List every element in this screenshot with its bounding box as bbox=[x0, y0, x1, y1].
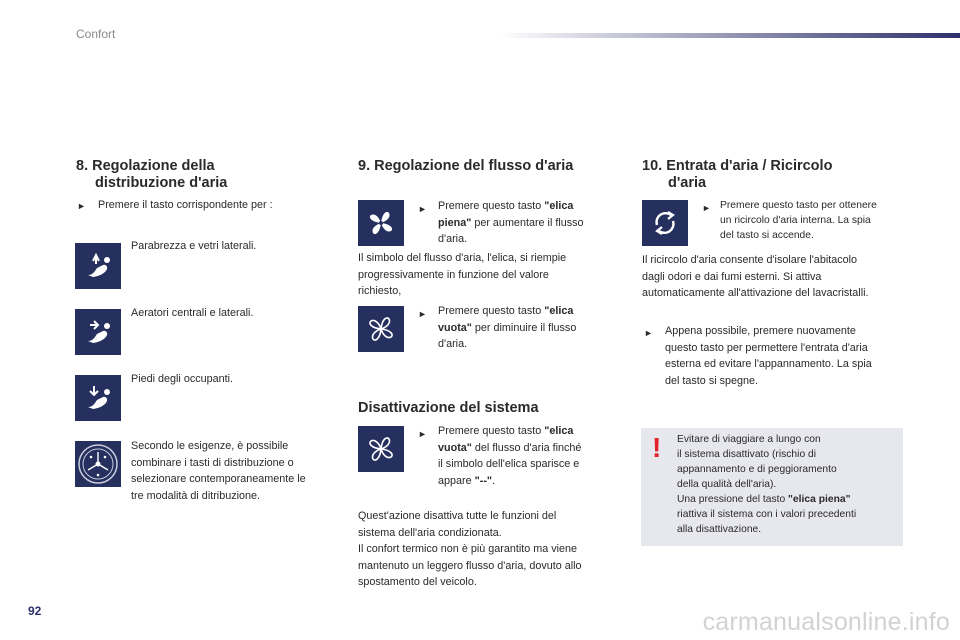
warning-line: il sistema disattivato (rischio di bbox=[677, 449, 817, 460]
fan-empty-icon bbox=[358, 426, 404, 472]
step-line: Appena possibile, premere nuovamente bbox=[665, 325, 856, 337]
dial-description bbox=[131, 438, 306, 504]
page-number: 92 bbox=[28, 604, 42, 618]
step-bold: piena" bbox=[438, 216, 472, 229]
heading-number: 8. bbox=[76, 158, 89, 174]
heading-text-line2: distribuzione d'aria bbox=[95, 175, 228, 191]
step-text: del flusso d'aria finché bbox=[471, 441, 582, 454]
step-text: per diminuire il flusso bbox=[471, 321, 577, 334]
step-bold: vuota" bbox=[438, 441, 472, 454]
distribution-dial-icon bbox=[75, 441, 121, 487]
paragraph-line: Quest'azione disattiva tutte le funzioni del bbox=[358, 510, 557, 522]
feet-airflow-icon bbox=[75, 375, 121, 421]
fan-full-icon bbox=[358, 200, 404, 246]
airflow-paragraph bbox=[358, 250, 566, 300]
heading-text: Regolazione del flusso d'aria bbox=[374, 158, 574, 174]
warning-text-part: Una pressione del tasto bbox=[677, 494, 789, 505]
step-recirculation bbox=[720, 198, 877, 243]
bullet-icon: ► bbox=[418, 204, 427, 214]
dial-line: selezionare contemporaneamente le bbox=[131, 473, 306, 485]
bullet-icon: ► bbox=[418, 429, 427, 439]
section-title: Confort bbox=[76, 27, 116, 41]
warning-text bbox=[677, 432, 903, 537]
heading-recirculation bbox=[642, 158, 832, 192]
step-text: d'aria. bbox=[438, 233, 468, 245]
bullet-icon: ► bbox=[77, 201, 86, 211]
step-text: Premere questo tasto bbox=[438, 200, 545, 212]
warning-bold: "elica piena" bbox=[788, 494, 851, 505]
heading-text-line1: Regolazione della bbox=[92, 158, 215, 174]
paragraph-line: mantenuto un leggero flusso d'aria, dovuto allo bbox=[358, 559, 582, 572]
step-line: esterna ed evitare l'appannamento. La spia bbox=[665, 358, 872, 370]
step-bold: vuota" bbox=[438, 321, 472, 334]
heading-number: 10. bbox=[642, 158, 663, 174]
dial-line: combinare i tasti di distribuzione o bbox=[131, 456, 294, 469]
step-text: d'aria. bbox=[438, 338, 468, 350]
step-text: Premere questo tasto bbox=[438, 425, 545, 437]
step-air-intake bbox=[665, 323, 872, 389]
step-line: del tasto si accende. bbox=[720, 230, 814, 241]
step-line: Premere questo tasto per ottenere bbox=[720, 200, 877, 211]
warning-line: della qualità dell'aria). bbox=[677, 479, 777, 490]
step-text: appare bbox=[438, 474, 475, 487]
fan-empty-icon bbox=[358, 306, 404, 352]
header-rule bbox=[498, 33, 960, 38]
step-fan-empty bbox=[438, 303, 623, 353]
step-line: questo tasto per permettere l'entrata d'aria bbox=[665, 341, 868, 354]
step-deactivate bbox=[438, 423, 623, 489]
step-text: . bbox=[492, 474, 496, 487]
heading-text-line2: d'aria bbox=[668, 175, 707, 191]
heading-airflow bbox=[358, 158, 573, 175]
dial-line: tre modalità di ditribuzione. bbox=[131, 489, 261, 502]
step-fan-full bbox=[438, 198, 623, 248]
recirculation-icon bbox=[642, 200, 688, 246]
face-text: Aeratori centrali e laterali. bbox=[131, 307, 254, 319]
step-line: un ricircolo d'aria interna. La spia bbox=[720, 215, 871, 226]
paragraph-line: sistema dell'aria condizionata. bbox=[358, 526, 502, 539]
step-bold: "elica bbox=[544, 305, 574, 317]
paragraph-line: Il ricircolo d'aria consente d'isolare l'abitacolo bbox=[642, 254, 858, 266]
recirculation-paragraph bbox=[642, 252, 869, 302]
step-line: del tasto si spegne. bbox=[665, 374, 759, 387]
warning-icon: ! bbox=[652, 432, 662, 463]
step-text: Premere questo tasto bbox=[438, 305, 545, 317]
paragraph-line: spostamento del veicolo. bbox=[358, 576, 477, 588]
feet-text: Piedi degli occupanti. bbox=[131, 373, 234, 385]
paragraph-line: automaticamente all'attivazione del lavacristalli. bbox=[642, 287, 869, 299]
step-text: per aumentare il flusso bbox=[471, 216, 584, 229]
heading-number: 9. bbox=[358, 158, 371, 174]
paragraph-line: dagli odori e dai fumi esterni. Si attiva bbox=[642, 270, 822, 283]
deactivation-paragraph bbox=[358, 508, 582, 591]
warning-line: riattiva il sistema con i valori precedenti bbox=[677, 509, 857, 520]
step-text: il simbolo dell'elica sparisce e bbox=[438, 458, 580, 470]
warning-line: appannamento e di peggioramento bbox=[677, 464, 837, 475]
paragraph-line: richiesto, bbox=[358, 285, 402, 297]
instruction-text: Premere il tasto corrispondente per : bbox=[98, 199, 273, 211]
watermark: carmanualsonline.info bbox=[702, 608, 950, 636]
bullet-icon: ► bbox=[418, 309, 427, 319]
dial-line: Secondo le esigenze, è possibile bbox=[131, 440, 289, 452]
warning-line bbox=[677, 492, 903, 507]
paragraph-line: Il simbolo del flusso d'aria, l'elica, si riempie bbox=[358, 252, 567, 264]
paragraph-line: Il confort termico non è più garantito ma viene bbox=[358, 543, 578, 555]
step-bold: "--" bbox=[474, 474, 493, 487]
bullet-icon: ► bbox=[702, 203, 711, 213]
windshield-airflow-icon bbox=[75, 243, 121, 289]
face-airflow-icon bbox=[75, 309, 121, 355]
step-bold: "elica bbox=[544, 425, 574, 437]
subheading-deactivation: Disattivazione del sistema bbox=[358, 400, 539, 416]
paragraph-line: progressivamente in funzione del valore bbox=[358, 268, 549, 281]
heading-distribution bbox=[76, 158, 227, 192]
bullet-icon: ► bbox=[644, 328, 653, 338]
warning-line: Evitare di viaggiare a lungo con bbox=[677, 434, 821, 445]
warning-line: alla disattivazione. bbox=[677, 524, 762, 535]
step-bold: "elica bbox=[544, 200, 574, 212]
windshield-text: Parabrezza e vetri laterali. bbox=[131, 240, 257, 252]
heading-text-line1: Entrata d'aria / Ricircolo bbox=[666, 158, 833, 174]
